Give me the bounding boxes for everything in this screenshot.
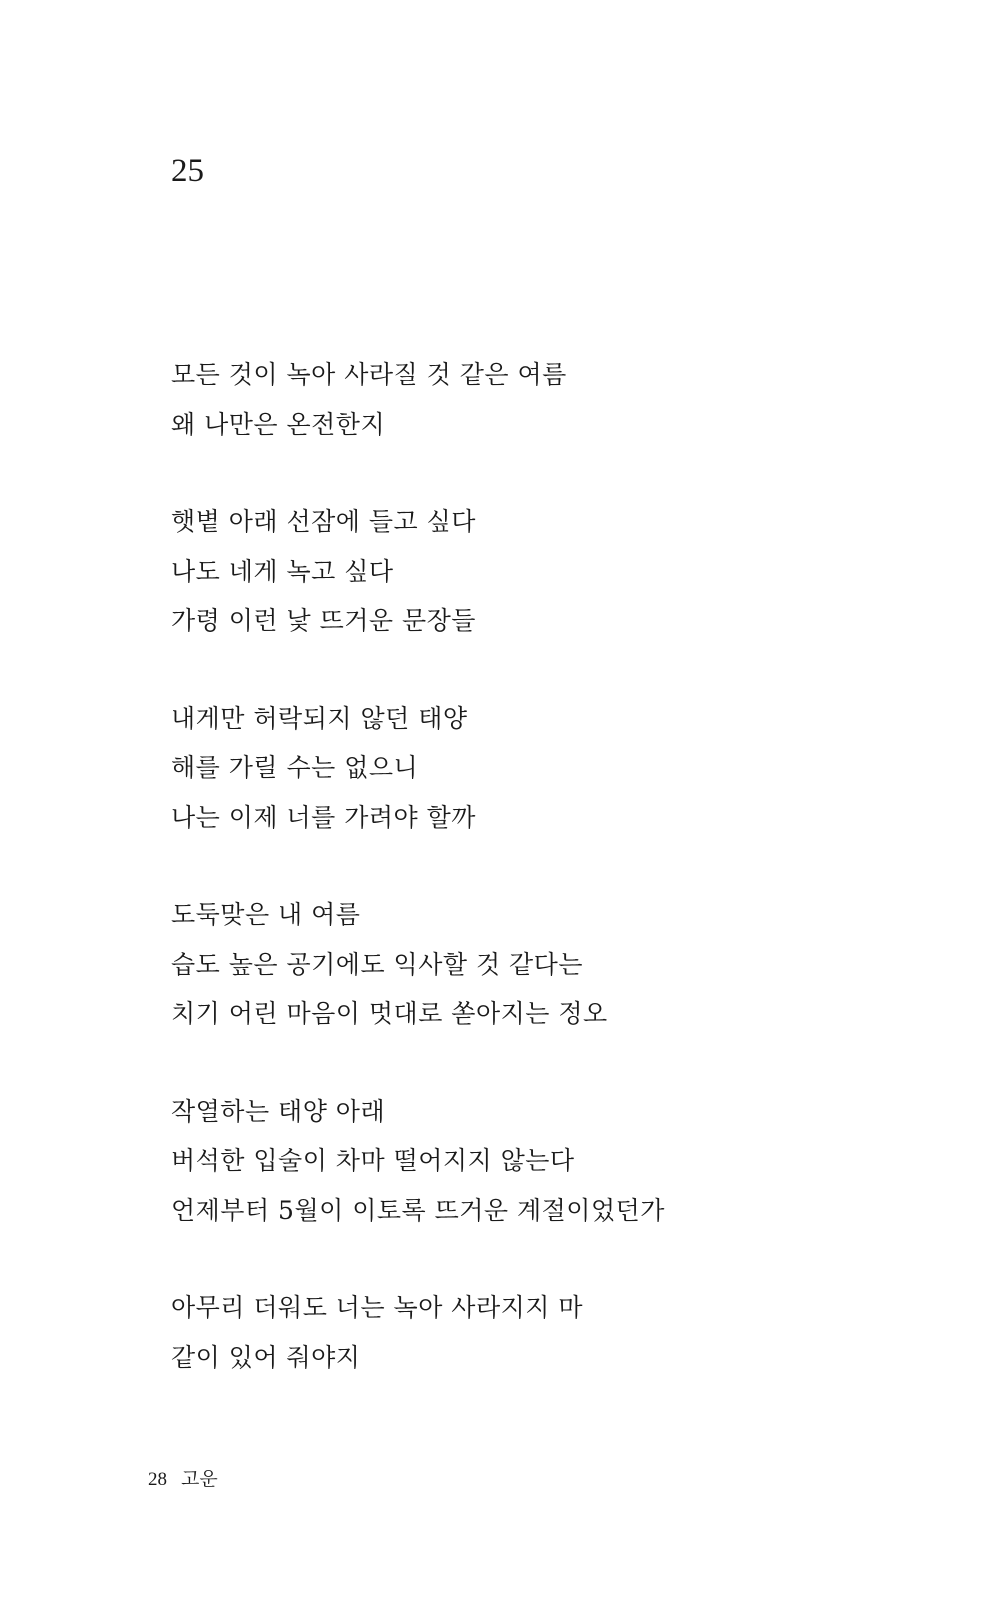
poem-line: 모든 것이 녹아 사라질 것 같은 여름 — [171, 360, 567, 389]
stanza — [171, 1087, 931, 1236]
poem-line: 가령 이런 낯 뜨거운 문장들 — [171, 606, 476, 635]
poem-body — [171, 350, 931, 1430]
poem-line: 햇볕 아래 선잠에 들고 싶다 — [171, 507, 476, 536]
page-footer — [148, 1470, 218, 1489]
poem-line: 작열하는 태양 아래 — [171, 1096, 386, 1126]
stanza — [171, 1283, 931, 1382]
stanza — [171, 890, 931, 1039]
author-name: 고운 — [181, 1468, 218, 1490]
poem-line: 해를 가릴 수는 없으니 — [171, 753, 419, 782]
poem-line: 나도 네게 녹고 싶다 — [171, 556, 394, 586]
poem-line: 같이 있어 줘야지 — [171, 1342, 361, 1372]
stanza — [171, 350, 931, 449]
poem-line: 버석한 입술이 차마 떨어지지 않는다 — [171, 1146, 575, 1175]
poem-line: 나는 이제 너를 가려야 할까 — [171, 802, 476, 832]
poem-line: 내게만 허락되지 않던 태양 — [171, 703, 468, 733]
page-number: 28 — [148, 1469, 167, 1490]
poem-line: 치기 어린 마음이 멋대로 쏟아지는 정오 — [171, 999, 608, 1028]
poem-number: 25 — [171, 153, 204, 189]
poem-line: 왜 나만은 온전한지 — [171, 409, 386, 439]
poem-line: 도둑맞은 내 여름 — [171, 900, 361, 929]
poem-line: 아무리 더워도 너는 녹아 사라지지 마 — [171, 1293, 583, 1322]
stanza — [171, 694, 931, 843]
poem-line: 언제부터 5월이 이토록 뜨거운 계절이었던가 — [171, 1195, 665, 1225]
poem-line: 습도 높은 공기에도 익사할 것 같다는 — [171, 949, 583, 979]
stanza — [171, 497, 931, 646]
